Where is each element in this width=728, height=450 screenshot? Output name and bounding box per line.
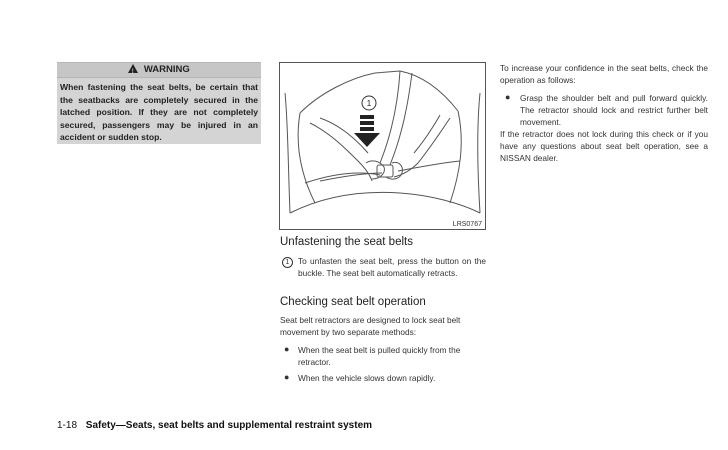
- figure-code: LRS0767: [452, 221, 482, 228]
- checking-bullet-2: When the vehicle slows down rapidly.: [298, 373, 436, 383]
- unfastening-heading: Unfastening the seat belts: [280, 236, 413, 248]
- step-number-circle: 1: [282, 257, 293, 268]
- checking-intro: Seat belt retractors are designed to lock seat belt movement by two separate methods:: [280, 315, 461, 337]
- section-title: Safety—Seats, seat belts and supplemental restraint system: [85, 420, 373, 431]
- warning-title: WARNING: [143, 64, 190, 75]
- unfastening-step-text: To unfasten the seat belt, press the button on the buckle. The seat belt automatically retracts.: [298, 256, 486, 278]
- warning-header: [57, 62, 261, 78]
- warning-box: [57, 62, 261, 144]
- page-footer: [57, 420, 372, 431]
- warning-text: When fastening the seat belts, be certain that the seatbacks are completely secured in the latched position. If they are not completely secured, passengers may be injured in an accident or sudden stop.: [60, 82, 258, 142]
- bullet-icon: ●: [284, 344, 290, 354]
- right-intro: To increase your confidence in the seat belts, check the operation as follows:: [500, 63, 708, 85]
- checking-heading: Checking seat belt operation: [280, 296, 426, 308]
- step-number-marker: [282, 255, 292, 268]
- bullet-icon: ●: [284, 372, 290, 382]
- callout-number: 1: [366, 99, 372, 108]
- bullet-icon: ●: [505, 92, 511, 102]
- page-number: 1-18: [57, 420, 78, 431]
- checking-bullet-1: When the seat belt is pulled quickly from the retractor.: [298, 345, 461, 367]
- seat-belt-illustration: [279, 62, 486, 230]
- right-note: If the retractor does not lock during this check or if you have any questions about seat belt operation, see a NISSAN dealer.: [500, 129, 708, 163]
- seat-belt-drawing: [280, 63, 485, 229]
- warning-triangle-icon: [128, 64, 138, 73]
- right-bullet: Grasp the shoulder belt and pull forward quickly. The retractor should lock and restrict further belt movement.: [520, 93, 708, 127]
